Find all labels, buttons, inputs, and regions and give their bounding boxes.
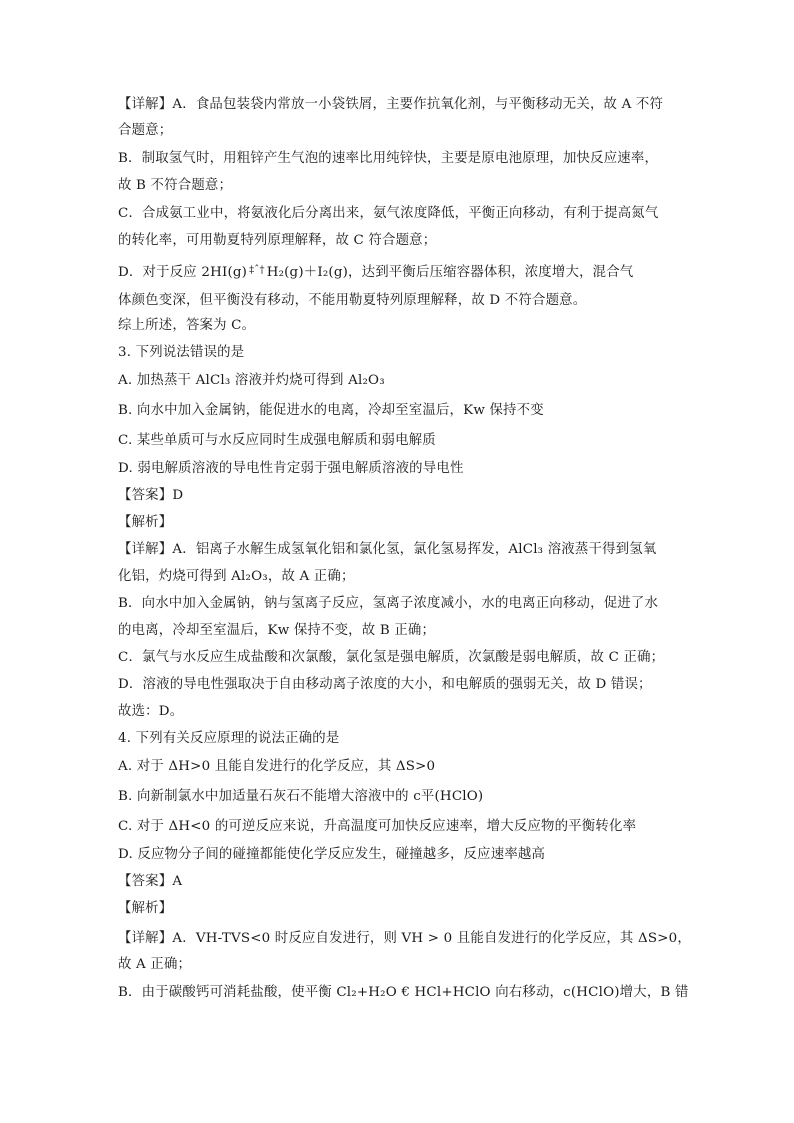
text-line: 体颜色变深，但平衡没有移动，不能用勒夏特列原理解释，故 D 不符合题意。 (118, 293, 587, 308)
text-line: 合题意； (118, 123, 173, 138)
text-line: 综上所述，答案为 C。 (118, 318, 256, 333)
text-line: 故 A 正确； (118, 957, 192, 972)
text-line: 【详解】A．铝离子水解生成氢氧化铝和氯化氢，氯化氢易挥发，AlCl₃ 溶液蒸干得到氢氧 (118, 542, 657, 557)
option-d: D. 反应物分子间的碰撞都能使化学反应发生，碰撞越多，反应速率越高 (118, 847, 546, 862)
text-line: 的转化率，可用勒夏特列原理解释，故 C 符合题意； (118, 233, 437, 248)
text-line: C．合成氨工业中，将氨液化后分离出来，氨气浓度降低，平衡正向移动，有利于提高氮气 (118, 206, 659, 221)
text-line: 故 B 不符合题意； (118, 178, 233, 193)
equation-left: 2HI(g) (201, 265, 248, 280)
text-line: 化铝，灼烧可得到 Al₂O₃，故 A 正确； (118, 569, 355, 584)
text-line: B．向水中加入金属钠，钠与氢离子反应，氢离子浓度减小，水的电离正向移动，促进了水 (118, 596, 659, 611)
text-line: 故选：D。 (118, 704, 184, 719)
text-line: C．氯气与水反应生成盐酸和次氯酸，氯化氢是强电解质，次氯酸是弱电解质，故 C 正确； (118, 650, 665, 665)
option-b: B. 向新制氯水中加适量石灰石不能增大溶液中的 c平(HClO) (118, 789, 484, 804)
analysis-label: 【解析】 (118, 515, 173, 530)
option-c: C. 对于 ΔH<0 的可逆反应来说，升高温度可加快反应速率，增大反应物的平衡转化率 (118, 819, 637, 834)
option-a: A. 对于 ΔH>0 且能自发进行的化学反应，其 ΔS>0 (118, 759, 436, 774)
question-title: 4. 下列有关反应原理的说法正确的是 (118, 731, 340, 746)
analysis-label: 【解析】 (118, 901, 173, 916)
option-d: D. 弱电解质溶液的导电性肯定弱于强电解质溶液的导电性 (118, 461, 464, 476)
text-line: B．由于碳酸钙可消耗盐酸，使平衡 Cl₂+H₂O € HCl+HClO 向右移动，c(HClO)增大，B 错 (118, 985, 689, 1000)
text-line: 的电离，冷却至室温后，Kw 保持不变，故 B 正确； (118, 623, 436, 638)
equation-suffix: ，达到平衡后压缩容器体积，浓度增大，混合气 (348, 265, 634, 280)
answer-label: 【答案】D (118, 488, 184, 503)
text-line: 【详解】A．食品包装袋内常放一小袋铁屑，主要作抗氧化剂，与平衡移动无关，故 A 不符 (118, 97, 664, 112)
equilibrium-arrow-icon: ‡ˆ† (249, 265, 265, 276)
option-c: C. 某些单质可与水反应同时生成强电解质和弱电解质 (118, 433, 436, 448)
option-a: A. 加热蒸干 AlCl₃ 溶液并灼烧可得到 Al₂O₃ (118, 373, 385, 388)
equation-line (118, 261, 678, 283)
equation-prefix: D．对于反应 (118, 265, 202, 280)
text-line: B．制取氢气时，用粗锌产生气泡的速率比用纯锌快，主要是原电池原理，加快反应速率， (118, 151, 659, 166)
question-title: 3. 下列说法错误的是 (118, 345, 245, 360)
answer-label: 【答案】A (118, 874, 183, 889)
text-line: D．溶液的导电性强取决于自由移动离子浓度的大小，和电解质的强弱无关，故 D 错误； (118, 677, 652, 692)
option-b: B. 向水中加入金属钠，能促进水的电离，冷却至室温后，Kw 保持不变 (118, 403, 544, 418)
text-line: 【详解】A．VH-TVS<0 时反应自发进行，则 VH > 0 且能自发进行的化学反应，其 ΔS>0， (118, 931, 691, 946)
equation-right: H₂(g)＋I₂(g) (266, 265, 349, 280)
